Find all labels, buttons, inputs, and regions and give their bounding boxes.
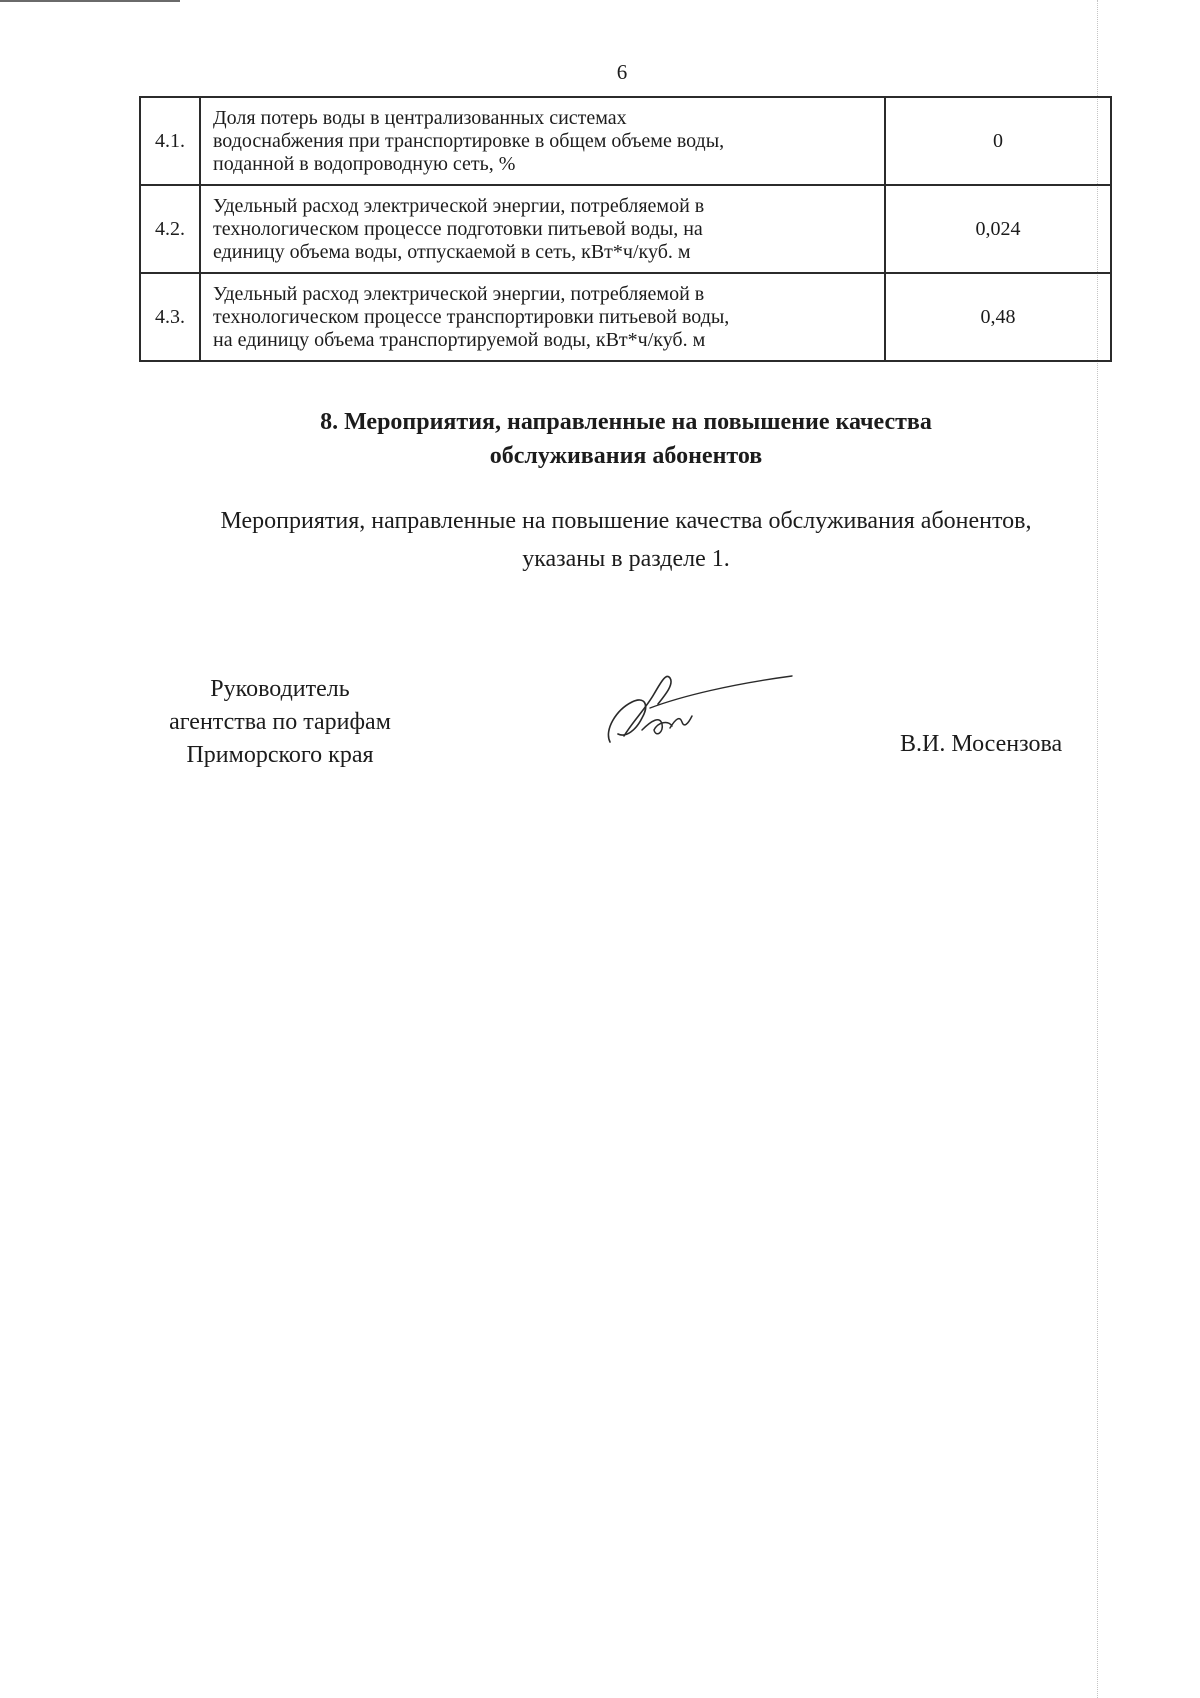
scan-edge-top xyxy=(0,0,180,2)
description-line: поданной в водопроводную сеть, % xyxy=(213,152,516,175)
row-description xyxy=(200,185,885,273)
table-row xyxy=(140,185,1111,273)
description-line: технологическом процессе подготовки питьевой воды, на xyxy=(213,217,703,240)
handwritten-signature xyxy=(602,664,802,764)
section-body-line: Мероприятия, направленные на повышение качества обслуживания абонентов, xyxy=(220,508,1032,534)
section-body xyxy=(100,502,1152,578)
signatory-position-line: Приморского края xyxy=(186,742,374,768)
section-heading-line: обслуживания абонентов xyxy=(489,443,763,469)
row-number: 4.3. xyxy=(140,273,200,361)
description-line: единицу объема воды, отпускаемой в сеть, кВт*ч/куб. м xyxy=(213,240,691,263)
row-description xyxy=(200,273,885,361)
description-line: Удельный расход электрической энергии, потребляемой в xyxy=(213,194,705,217)
row-description xyxy=(200,97,885,185)
signatory-position xyxy=(120,673,440,772)
row-value: 0 xyxy=(885,97,1111,185)
row-value: 0,024 xyxy=(885,185,1111,273)
row-number: 4.1. xyxy=(140,97,200,185)
description-line: водоснабжения при транспортировке в общем объеме воды, xyxy=(213,129,725,152)
section-heading xyxy=(150,405,1102,473)
section-body-line: указаны в разделе 1. xyxy=(522,546,730,572)
table-row xyxy=(140,273,1111,361)
signatory-position-line: агентства по тарифам xyxy=(169,709,391,735)
row-number: 4.2. xyxy=(140,185,200,273)
row-value: 0,48 xyxy=(885,273,1111,361)
indicators-table xyxy=(139,96,1112,362)
description-line: технологическом процессе транспортировки питьевой воды, xyxy=(213,305,730,328)
description-line: Доля потерь воды в централизованных системах xyxy=(213,106,627,129)
section-heading-line: 8. Мероприятия, направленные на повышение качества xyxy=(320,409,932,435)
signatory-position-line: Руководитель xyxy=(210,676,350,702)
description-line: Удельный расход электрической энергии, потребляемой в xyxy=(213,282,705,305)
signatory-name: В.И. Мосензова xyxy=(900,731,1063,757)
table-row xyxy=(140,97,1111,185)
description-line: на единицу объема транспортируемой воды, кВт*ч/куб. м xyxy=(213,328,706,351)
page-number: 6 xyxy=(616,60,628,84)
